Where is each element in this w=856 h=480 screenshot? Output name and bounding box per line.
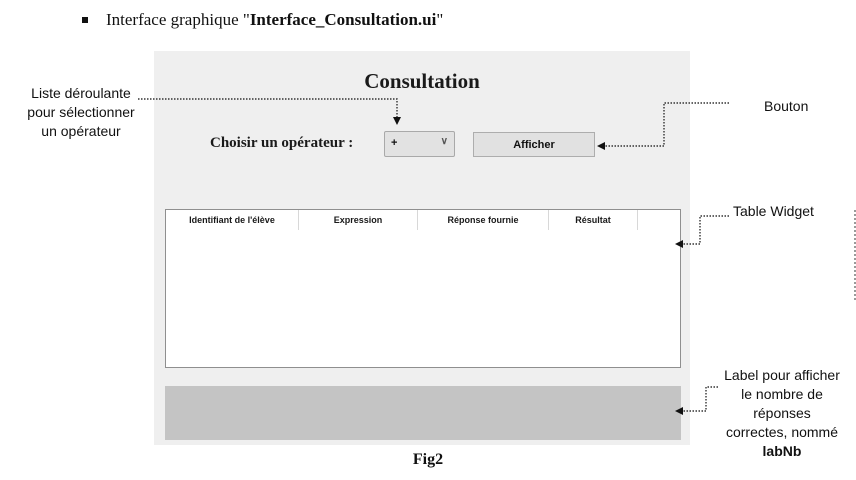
operator-combobox[interactable] bbox=[384, 131, 455, 157]
form-title: Consultation bbox=[364, 69, 480, 93]
annotation-line: pour sélectionner bbox=[27, 104, 135, 120]
annotation-line: un opérateur bbox=[41, 123, 121, 139]
column-header[interactable]: Résultat bbox=[549, 210, 638, 230]
annotation-line: réponses bbox=[753, 405, 811, 421]
annotation-label bbox=[712, 366, 852, 461]
annotation-line: Label pour afficher bbox=[724, 367, 840, 383]
figure-caption: Fig2 bbox=[412, 451, 444, 468]
heading-suffix: " bbox=[436, 10, 444, 29]
consultation-form bbox=[154, 51, 690, 445]
heading-prefix: Interface graphique " bbox=[106, 10, 250, 29]
chevron-down-icon[interactable]: ∨ bbox=[440, 136, 448, 147]
annotation-button: Bouton bbox=[764, 98, 809, 114]
document-heading bbox=[82, 7, 443, 33]
annotation-line: correctes, nommé bbox=[725, 424, 839, 440]
annotation-label-name: labNb bbox=[762, 443, 802, 459]
annotation-table-widget: Table Widget bbox=[733, 203, 814, 219]
bullet-icon bbox=[82, 17, 88, 23]
annotation-line: le nombre de bbox=[741, 386, 823, 402]
column-header[interactable]: Réponse fournie bbox=[418, 210, 549, 230]
column-header[interactable]: Identifiant de l'élève bbox=[166, 210, 299, 230]
operator-label: Choisir un opérateur : bbox=[210, 135, 354, 151]
table-header bbox=[166, 210, 638, 230]
heading-filename: Interface_Consultation.ui bbox=[249, 10, 437, 29]
combo-selected-value: + bbox=[391, 137, 398, 149]
annotation-line: Liste déroulante bbox=[31, 85, 131, 101]
column-header[interactable]: Expression bbox=[299, 210, 418, 230]
afficher-button[interactable]: Afficher bbox=[473, 132, 595, 157]
results-table[interactable] bbox=[165, 209, 681, 368]
annotation-combobox bbox=[12, 84, 150, 141]
labnb-label bbox=[165, 386, 681, 440]
